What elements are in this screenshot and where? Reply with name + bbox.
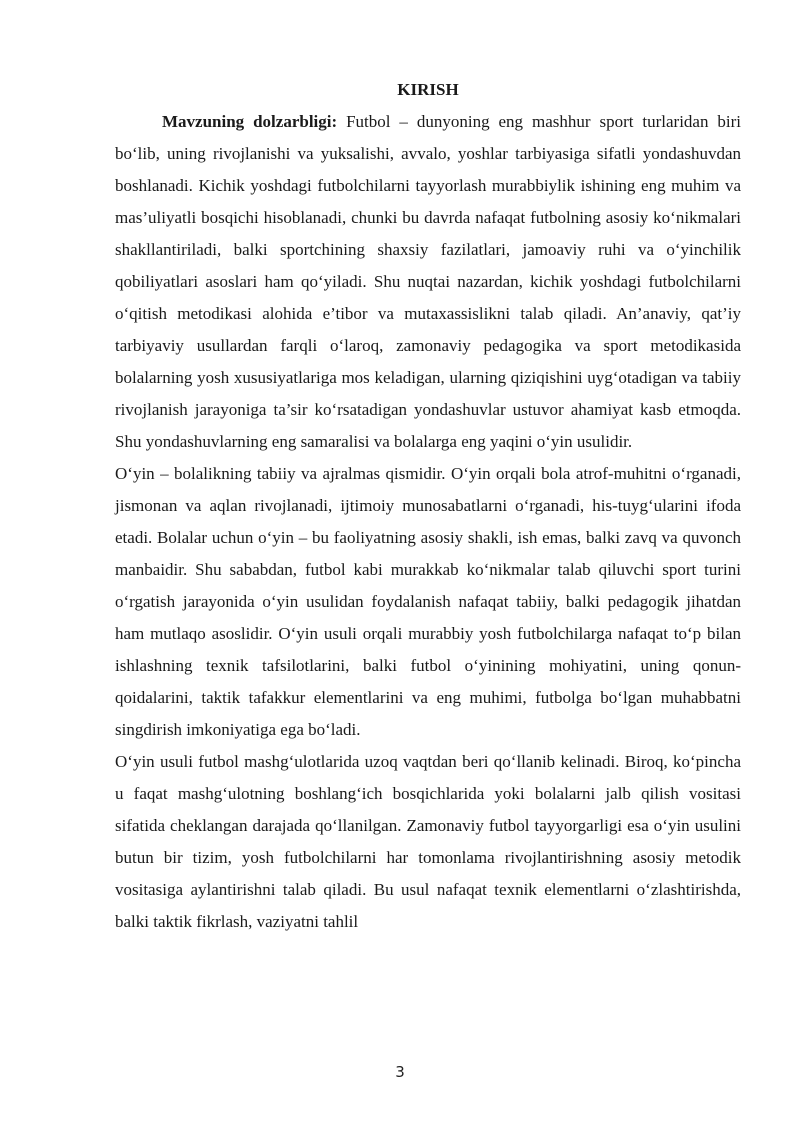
page-content [115, 74, 741, 938]
paragraph-lead: Mavzuning dolzarbligi: [162, 112, 338, 131]
page-number: 3 [395, 1063, 405, 1081]
paragraph-play: Oʻyin – bolalikning tabiiy va ajralmas qismidir. Oʻyin orqali bola atrof-muhitni oʻrganadi, jismonan va aqlan rivojlanadi, ijtimoiy munosabatlarni oʻrganadi, his-tuygʻularini ifoda etadi. Bolalar uchun oʻyin – bu faoliyatning asosiy shakli, ish emas, balki zavq va quvonch manbaidir. Shu sababdan, futbol kabi murakkab koʻnikmalar talab qiluvchi sport turini oʻrgatish jarayonida oʻyin usulidan foydalanish nafaqat tabiiy, balki pedagogik jihatdan ham mutlaqo asoslidir. Oʻyin usuli orqali murabbiy yosh futbolchilarga nafaqat toʻp bilan ishlashning texnik tafsilotlarini, balki futbol oʻyinining mohiyatini, uning qonun-qoidalarini, taktik tafakkur elementlarini va eng muhimi, futbolga boʻlgan muhabbatni singdirish imkoniyatiga ega boʻladi. [115, 464, 741, 739]
paragraph-text: Futbol – dunyoning eng mashhur sport turlaridan biri boʻlib, uning rivojlanishi va yuksalishi, avvalo, yoshlar tarbiyasiga sifatli yondashuvdan boshlanadi. Kichik yoshdagi futbolchilarni tayyorlash murabbiylik ishining eng muhim va mas’uliyatli bosqichi hisoblanadi, chunki bu davrda nafaqat futbolning asosiy koʻnikmalari shakllantiriladi, balki sportchining shaxsiy fazilatlari, jamoaviy ruhi va oʻyinchilik qobiliyatlari asoslari ham qoʻyiladi. Shu nuqtai nazardan, kichik yoshdagi futbolchilarni oʻqitish metodikasi alohida e’tibor va mutaxassislikni talab qiladi. An’anaviy, qat’iy tarbiyaviy usullardan farqli oʻlaroq, zamonaviy pedagogika va sport metodikasida bolalarning yosh xususiyatlariga mos keladigan, ularning qiziqishini uygʻotadigan va tabiiy rivojlanish jarayoniga ta’sir koʻrsatadigan yondashuvlar ustuvor ahamiyat kasb etmoqda. Shu yondashuvlarning eng samaralisi va bolalarga eng yaqini oʻyin usulidir. [115, 112, 742, 451]
paragraph-method: Oʻyin usuli futbol mashgʻulotlarida uzoq vaqtdan beri qoʻllanib kelinadi. Biroq, koʻpincha u faqat mashgʻulotning boshlangʻich bosqichlarida yoki bolalarni jalb qilish vositasi sifatida cheklangan darajada qoʻllanilgan. Zamonaviy futbol tayyorgarligi esa oʻyin usulini butun bir tizim, yosh futbolchilarni har tomonlama rivojlantirishning asosiy metodik vositasiga aylantirishni talab qiladi. Bu usul nafaqat texnik elementlarni oʻzlashtirishda, balki taktik fikrlash, vaziyatni tahlil [115, 752, 741, 931]
page-title: KIRISH [397, 80, 459, 99]
paragraph-relevance [115, 106, 741, 458]
